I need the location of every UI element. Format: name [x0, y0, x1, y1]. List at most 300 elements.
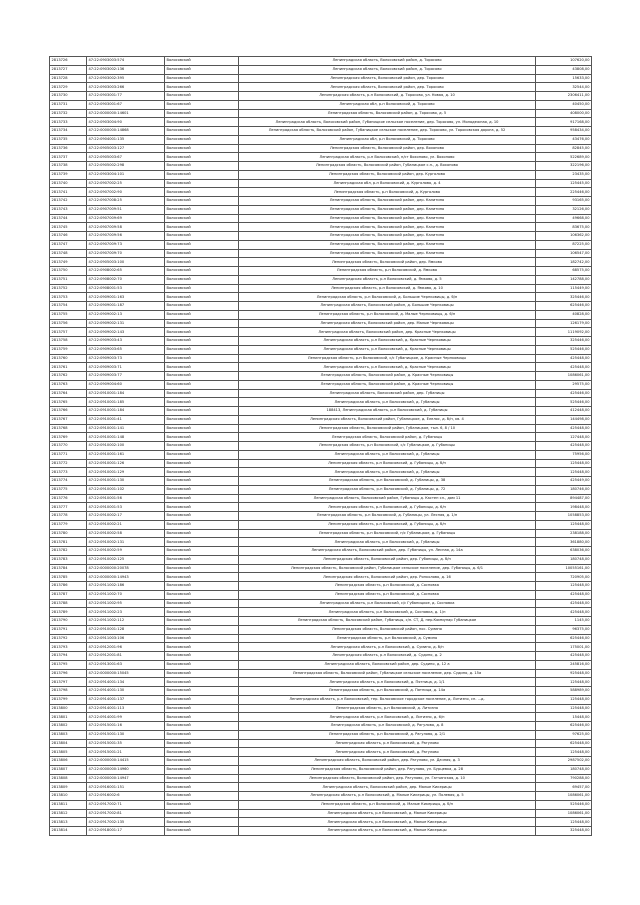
cadastral-number-cell: 47:22:0907009:73 — [87, 240, 165, 249]
district-cell: Волосовский — [165, 713, 239, 722]
object-id-cell: 2813780 — [50, 529, 87, 538]
district-cell: Волосовский — [165, 310, 239, 319]
object-id-cell: 2813772 — [50, 459, 87, 468]
object-id-cell: 2813763 — [50, 380, 87, 389]
value-cell: 83675,00 — [536, 223, 592, 232]
value-cell: 425448,00 — [536, 652, 592, 661]
object-id-cell: 2813803 — [50, 730, 87, 739]
value-cell: 425448,00 — [536, 363, 592, 372]
value-cell: 1086061,00 — [536, 372, 592, 381]
address-cell: Ленинградская область, р-н Волосовский, д. Рагулово — [239, 748, 536, 757]
address-cell: Ленинградская область, р-н Волосовский, п/ст Вохоново, ул. Вохоново — [239, 153, 536, 162]
table-row — [50, 232, 592, 241]
table-row — [50, 337, 592, 346]
value-cell: 322196,00 — [536, 162, 592, 171]
value-cell: 125448,00 — [536, 520, 592, 529]
table-row — [50, 582, 592, 591]
table-row — [50, 275, 592, 284]
object-id-cell: 2813760 — [50, 354, 87, 363]
object-id-cell: 2813748 — [50, 249, 87, 258]
cadastral-number-cell: 47:22:0910002:100 — [87, 442, 165, 451]
address-cell: Ленинградская область, Волосовский район, дер. Калитино — [239, 240, 536, 249]
district-cell: Волосовский — [165, 57, 239, 66]
table-row — [50, 100, 592, 109]
address-cell: Ленинградская область, Волосовский район, д. Губаницы — [239, 433, 536, 442]
object-id-cell: 2813734 — [50, 127, 87, 136]
address-cell: Ленинградская область, р-н Волосовский, тер. Волосовское городское поселение, д. Литизно, сп. ...д. — [239, 695, 536, 704]
value-cell: 1058853,00 — [536, 512, 592, 521]
district-cell: Волосовский — [165, 827, 239, 836]
district-cell: Волосовский — [165, 555, 239, 564]
district-cell: Волосовский — [165, 302, 239, 311]
cadastral-number-cell: 47:22:0911003:106 — [87, 634, 165, 643]
district-cell: Волосовский — [165, 783, 239, 792]
value-cell: 198448,00 — [536, 503, 592, 512]
district-cell: Волосовский — [165, 695, 239, 704]
object-id-cell: 2813804 — [50, 739, 87, 748]
table-row — [50, 660, 592, 669]
table-row — [50, 258, 592, 267]
object-id-cell: 2813793 — [50, 643, 87, 652]
object-id-cell: 2813810 — [50, 792, 87, 801]
object-id-cell: 2813744 — [50, 214, 87, 223]
value-cell: 625446,00 — [536, 722, 592, 731]
value-cell: 125448,00 — [536, 468, 592, 477]
table-row — [50, 809, 592, 818]
address-cell: Ленинградская область, Волосовский район, д. Большие Чернковицы — [239, 302, 536, 311]
address-cell: Ленинградская область, Волосовский район, Губаницкое сельское поселение, дер. Торосово, ул. Торосовская дорога, д. 52 — [239, 127, 536, 136]
cadastral-number-cell: 47:22:0905003:127 — [87, 144, 165, 153]
address-cell: Ленинградская область, Волосовский район, Губаницкое сельское поселение, дер. Судино, д. 15а — [239, 669, 536, 678]
object-id-cell: 2813778 — [50, 512, 87, 521]
object-id-cell: 2813800 — [50, 704, 87, 713]
object-id-cell: 2813764 — [50, 389, 87, 398]
table-row — [50, 293, 592, 302]
value-cell: 142788,00 — [536, 275, 592, 284]
address-cell: Ленинградская область, р-н Волосовский, д. Сумино — [239, 634, 536, 643]
cadastral-number-cell: 47:22:0909003:77 — [87, 372, 165, 381]
district-cell: Волосовский — [165, 590, 239, 599]
cadastral-number-cell: 47:22:0909003:65 — [87, 345, 165, 354]
district-cell: Волосовский — [165, 757, 239, 766]
table-row — [50, 722, 592, 731]
address-cell: Ленинградская область, Волосовский район, дер. Калитино — [239, 223, 536, 232]
cadastral-number-cell: 47:22:0910001:130 — [87, 477, 165, 486]
table-row — [50, 765, 592, 774]
address-cell: Ленинградская область, р-н Волосовский, д. Губаницы, д. б/н — [239, 459, 536, 468]
district-cell: Волосовский — [165, 564, 239, 573]
object-id-cell: 2813781 — [50, 538, 87, 547]
district-cell: Волосовский — [165, 65, 239, 74]
table-row — [50, 678, 592, 687]
table-row — [50, 92, 592, 101]
object-id-cell: 2813811 — [50, 800, 87, 809]
district-cell: Волосовский — [165, 669, 239, 678]
address-cell: Ленинградская область, р-н Волосовский, д. Малые Чернковицы, д. 6/н — [239, 310, 536, 319]
cadastral-number-cell: 47:22:0000000:14415 — [87, 757, 165, 766]
table-row — [50, 135, 592, 144]
district-cell: Волосовский — [165, 652, 239, 661]
district-cell: Волосовский — [165, 774, 239, 783]
address-cell: Ленинградская область, р-н Волосовский, д. Судино, д. 2 — [239, 652, 536, 661]
value-cell: 87225,00 — [536, 240, 592, 249]
address-cell: Ленинградская область, р-н Волосовский, д. Пятница, д. 14а — [239, 687, 536, 696]
cadastral-number-cell: 47:22:0905003:67 — [87, 153, 165, 162]
table-row — [50, 669, 592, 678]
cadastral-number-cell: 47:22:0903002:136 — [87, 65, 165, 74]
cadastral-number-cell: 47:22:0911002:112 — [87, 617, 165, 626]
value-cell: 245816,00 — [536, 660, 592, 669]
object-id-cell: 2813762 — [50, 372, 87, 381]
table-row — [50, 389, 592, 398]
cadastral-number-cell: 47:22:0914001:113 — [87, 704, 165, 713]
address-cell: Ленинградская область, р-н Волосовский, с/с Губаницкое, д. Губаницы — [239, 442, 536, 451]
table-row — [50, 153, 592, 162]
address-cell: Ленинградская область, р-н Волосовский, д. Литизно — [239, 704, 536, 713]
address-cell: Ленинградская область, Волосовский район, д. Торосово — [239, 65, 536, 74]
object-id-cell: 2813755 — [50, 310, 87, 319]
address-cell: Ленинградская область, р-н Волосовский, д. Малые Кикерицы — [239, 827, 536, 836]
address-cell: Ленинградская область, р-н Волосовский, д. Малые Кикерицы, д. б/н — [239, 800, 536, 809]
value-cell: 625446,00 — [536, 634, 592, 643]
district-cell: Волосовский — [165, 800, 239, 809]
cadastral-number-cell: 47:22:0907002:90 — [87, 188, 165, 197]
cadastral-number-cell: 47:22:0903004:101 — [87, 170, 165, 179]
object-id-cell: 2813768 — [50, 424, 87, 433]
table-row — [50, 555, 592, 564]
value-cell: 525446,00 — [536, 800, 592, 809]
value-cell: 225446,00 — [536, 188, 592, 197]
table-row — [50, 485, 592, 494]
table-row — [50, 643, 592, 652]
district-cell: Волосовский — [165, 407, 239, 416]
cadastral-number-cell: 47:22:0903004:90 — [87, 118, 165, 127]
table-row — [50, 162, 592, 171]
district-cell: Волосовский — [165, 792, 239, 801]
district-cell: Волосовский — [165, 687, 239, 696]
cadastral-number-cell: 47:22:0910002:21 — [87, 520, 165, 529]
value-cell: 82845,00 — [536, 144, 592, 153]
district-cell: Волосовский — [165, 625, 239, 634]
object-id-cell: 2813759 — [50, 345, 87, 354]
value-cell: 1086061,00 — [536, 792, 592, 801]
district-cell: Волосовский — [165, 197, 239, 206]
table-row — [50, 214, 592, 223]
district-cell: Волосовский — [165, 389, 239, 398]
cadastral-number-cell: 47:22:0000000:15045 — [87, 669, 165, 678]
table-row — [50, 704, 592, 713]
district-cell: Волосовский — [165, 468, 239, 477]
value-cell: 180748,00 — [536, 765, 592, 774]
object-id-cell: 2813740 — [50, 179, 87, 188]
table-row — [50, 380, 592, 389]
district-cell: Волосовский — [165, 232, 239, 241]
address-cell: Ленинградская область, Волосовский район, Губаницы д. Кастен сл., дом 11 — [239, 494, 536, 503]
address-cell: Ленинградская область, Волосовский район, Губаницкое, тыл. 6, 8 / 10 — [239, 424, 536, 433]
value-cell: 425449,00 — [536, 477, 592, 486]
value-cell: 126179,00 — [536, 319, 592, 328]
object-id-cell: 2813812 — [50, 809, 87, 818]
district-cell: Волосовский — [165, 433, 239, 442]
value-cell: 127448,00 — [536, 433, 592, 442]
address-cell: Ленинградская область, Волосовский район, дер. Рагулово, ул. Бурцевка, д. 28 — [239, 765, 536, 774]
object-id-cell: 2813805 — [50, 748, 87, 757]
value-cell: 522689,00 — [536, 153, 592, 162]
table-row — [50, 363, 592, 372]
address-cell: Ленинградская область, Волосовский район, дер. Губаницы — [239, 389, 536, 398]
district-cell: Волосовский — [165, 240, 239, 249]
object-id-cell: 2813766 — [50, 407, 87, 416]
value-cell: 175001,00 — [536, 643, 592, 652]
value-cell: 75956,00 — [536, 450, 592, 459]
address-cell: Ленинградская обл, р-н Волосовский, д. Торосово — [239, 100, 536, 109]
value-cell: 93165,00 — [536, 197, 592, 206]
object-id-cell: 2813757 — [50, 328, 87, 337]
object-id-cell: 2813739 — [50, 170, 87, 179]
table-row — [50, 730, 592, 739]
cadastral-number-cell: 47:22:0000000:14960 — [87, 765, 165, 774]
object-id-cell: 2813783 — [50, 555, 87, 564]
table-row — [50, 652, 592, 661]
value-cell: 588989,00 — [536, 687, 592, 696]
value-cell: 107620,00 — [536, 57, 592, 66]
address-cell: Ленинградская область, р-н Волосовский, д. Губаницы, ул. Лесная, д. 1/н — [239, 512, 536, 521]
value-cell: 425448,00 — [536, 354, 592, 363]
table-row — [50, 424, 592, 433]
value-cell: 625446,00 — [536, 302, 592, 311]
district-cell: Волосовский — [165, 170, 239, 179]
object-id-cell: 2813782 — [50, 547, 87, 556]
value-cell: 325446,00 — [536, 293, 592, 302]
district-cell: Волосовский — [165, 162, 239, 171]
district-cell: Волосовский — [165, 529, 239, 538]
cadastral-number-cell: 47:22:0903001:77 — [87, 92, 165, 101]
property-table — [49, 56, 592, 836]
value-cell: 115449,00 — [536, 284, 592, 293]
address-cell: Ленинградская область, р-н Волосовский, д. Курголово — [239, 188, 536, 197]
value-cell: 1119092,00 — [536, 328, 592, 337]
table-row — [50, 503, 592, 512]
table-row — [50, 450, 592, 459]
table-row — [50, 205, 592, 214]
district-cell: Волосовский — [165, 547, 239, 556]
district-cell: Волосовский — [165, 608, 239, 617]
address-cell: Ленинградская область, р-н Волосовский, д. Губаницы, д. 6/н — [239, 503, 536, 512]
address-cell: Ленинградская область, р-н Волосовский, д. Рагулово — [239, 739, 536, 748]
object-id-cell: 2813796 — [50, 669, 87, 678]
cadastral-number-cell: 47:22:0910002:17 — [87, 512, 165, 521]
cadastral-number-cell: 47:22:0910002:125 — [87, 555, 165, 564]
object-id-cell: 2813731 — [50, 100, 87, 109]
address-cell: Ленинградская область, Волосовский район, Губаницкое, д. Елелос, д. б/н, кв. 4 — [239, 415, 536, 424]
table-row — [50, 179, 592, 188]
object-id-cell: 2813735 — [50, 135, 87, 144]
district-cell: Волосовский — [165, 459, 239, 468]
table-row — [50, 442, 592, 451]
object-id-cell: 2813791 — [50, 625, 87, 634]
table-row — [50, 398, 592, 407]
table-row — [50, 284, 592, 293]
cadastral-number-cell: 47:22:0910001:185 — [87, 398, 165, 407]
object-id-cell: 2813743 — [50, 205, 87, 214]
value-cell: 638036,00 — [536, 547, 592, 556]
address-cell: Ленинградская область, р-н Волосовский, д. Ямково, д. 10 — [239, 284, 536, 293]
value-cell: 361880,00 — [536, 538, 592, 547]
cadastral-number-cell: 47:22:0903003:574 — [87, 57, 165, 66]
address-cell: Ленинградская область, р-н Волосовский, д. Малые Кикерицы — [239, 809, 536, 818]
value-cell: 408000,00 — [536, 109, 592, 118]
cadastral-number-cell: 47:22:0910001:56 — [87, 494, 165, 503]
address-cell: Ленинградская область, р-н Волосовский, д. Литизно, д. 6/н — [239, 713, 536, 722]
cadastral-number-cell: 47:22:0910001:102 — [87, 485, 165, 494]
object-id-cell: 2813747 — [50, 240, 87, 249]
cadastral-number-cell: 47:22:0912001:81 — [87, 652, 165, 661]
object-id-cell: 2813808 — [50, 774, 87, 783]
value-cell: 40450,00 — [536, 100, 592, 109]
address-cell: Ленинградская область, р-н Волосовский, с/с Губаницкое, д. Сосновка — [239, 599, 536, 608]
cadastral-number-cell: 47:22:0908001:53 — [87, 284, 165, 293]
value-cell: 180748,00 — [536, 555, 592, 564]
cadastral-number-cell: 47:22:0907009:70 — [87, 249, 165, 258]
table-row — [50, 590, 592, 599]
district-cell: Волосовский — [165, 354, 239, 363]
address-cell: Ленинградская область, Волосовский район, дер. Калитино — [239, 205, 536, 214]
value-cell: 1145,00 — [536, 617, 592, 626]
cadastral-number-cell: 47:22:0909002:131 — [87, 319, 165, 328]
table-row — [50, 477, 592, 486]
address-cell: Ленинградская обл, р-н Волосовский, д. Торосово — [239, 135, 536, 144]
address-cell: Ленинградская область, р-н Волосовский, д. Сосновка, д. 1/н — [239, 608, 536, 617]
object-id-cell: 2813788 — [50, 599, 87, 608]
address-cell: Ленинградская область, Волосовский район, Губаницы, с/п. СТ, Д. пер.Коммунар Губаницкое — [239, 617, 536, 626]
cadastral-number-cell: 47:22:0908002:70 — [87, 275, 165, 284]
address-cell: Ленинградская область, Волосовский район, дер. Торосово — [239, 83, 536, 92]
district-cell: Волосовский — [165, 573, 239, 582]
address-cell: Ленинградская область, р-н Волосовский, д. Красные Чернковицы — [239, 363, 536, 372]
cadastral-number-cell: 47:22:0907009:51 — [87, 205, 165, 214]
cadastral-number-cell: 47:22:0909002:143 — [87, 328, 165, 337]
value-cell: 106362,00 — [536, 232, 592, 241]
value-cell: 125448,00 — [536, 818, 592, 827]
cadastral-number-cell: 47:22:0911002:23 — [87, 608, 165, 617]
value-cell: 2987502,00 — [536, 757, 592, 766]
cadastral-number-cell: 47:22:0903003:266 — [87, 83, 165, 92]
district-cell: Волосовский — [165, 267, 239, 276]
table-body — [50, 57, 592, 836]
cadastral-number-cell: 47:22:0917002:135 — [87, 818, 165, 827]
cadastral-number-cell: 47:22:0910001:126 — [87, 459, 165, 468]
table-row — [50, 170, 592, 179]
value-cell: 49668,00 — [536, 214, 592, 223]
cadastral-number-cell: 47:22:0914001:130 — [87, 687, 165, 696]
cadastral-number-cell: 47:22:0910001:141 — [87, 424, 165, 433]
value-cell: 23435,00 — [536, 170, 592, 179]
object-id-cell: 2813754 — [50, 302, 87, 311]
address-cell: Ленинградская область, Волосовский район, дер. Курголово — [239, 170, 536, 179]
district-cell: Волосовский — [165, 765, 239, 774]
cadastral-number-cell: 47:22:0911002:186 — [87, 582, 165, 591]
address-cell: Ленинградская область, Волосовский район, дер. Красные Чернковицы — [239, 328, 536, 337]
value-cell: 125448,00 — [536, 748, 592, 757]
table-row — [50, 634, 592, 643]
table-row — [50, 354, 592, 363]
value-cell: 32126,00 — [536, 205, 592, 214]
address-cell: Ленинградская область, Волосовский район, Губаницкое сельское поселение, дер. Губаницы, д. 6/1 — [239, 564, 536, 573]
object-id-cell: 2813729 — [50, 83, 87, 92]
district-cell: Волосовский — [165, 503, 239, 512]
object-id-cell: 2813771 — [50, 450, 87, 459]
cadastral-number-cell: 47:22:0910001:129 — [87, 468, 165, 477]
cadastral-number-cell: 47:22:0904001:135 — [87, 135, 165, 144]
address-cell: Ленинградская область, Волосовский район, дер. Калитино — [239, 197, 536, 206]
object-id-cell: 2813798 — [50, 687, 87, 696]
district-cell: Волосовский — [165, 319, 239, 328]
district-cell: Волосовский — [165, 337, 239, 346]
district-cell: Волосовский — [165, 538, 239, 547]
district-cell: Волосовский — [165, 92, 239, 101]
cadastral-number-cell: 47:22:0910001:41 — [87, 415, 165, 424]
cadastral-number-cell: 47:22:0907008:25 — [87, 197, 165, 206]
district-cell: Волосовский — [165, 293, 239, 302]
district-cell: Волосовский — [165, 809, 239, 818]
address-cell: Ленинградская область, р-н Волосовский, д. Губаницы, д. 72 — [239, 485, 536, 494]
value-cell: 144498,00 — [536, 415, 592, 424]
address-cell: Ленинградская область, р-н Волосовский, д. Сосновка — [239, 582, 536, 591]
district-cell: Волосовский — [165, 372, 239, 381]
table-row — [50, 127, 592, 136]
table-row — [50, 459, 592, 468]
table-row — [50, 188, 592, 197]
district-cell: Волосовский — [165, 660, 239, 669]
value-cell: 412448,00 — [536, 407, 592, 416]
cadastral-number-cell: 47:22:0917002:81 — [87, 809, 165, 818]
value-cell: 917168,00 — [536, 118, 592, 127]
table-row — [50, 319, 592, 328]
district-cell: Волосовский — [165, 144, 239, 153]
value-cell: 1086061,00 — [536, 809, 592, 818]
cadastral-number-cell: 47:22:0911002:95 — [87, 599, 165, 608]
object-id-cell: 2813732 — [50, 109, 87, 118]
district-cell: Волосовский — [165, 328, 239, 337]
district-cell: Волосовский — [165, 205, 239, 214]
object-id-cell: 2813773 — [50, 468, 87, 477]
cadastral-number-cell: 47:22:0915001:16 — [87, 722, 165, 731]
address-cell: Ленинградская область, р-н Волосовский, д. Большие Чернковицы, д. б/н — [239, 293, 536, 302]
district-cell: Волосовский — [165, 730, 239, 739]
object-id-cell: 2813774 — [50, 477, 87, 486]
table-row — [50, 538, 592, 547]
object-id-cell: 2813784 — [50, 564, 87, 573]
address-cell: Ленинградская область, Волосовский район, пос. Сумино — [239, 625, 536, 634]
table-row — [50, 197, 592, 206]
object-id-cell: 2813749 — [50, 258, 87, 267]
object-id-cell: 2813726 — [50, 57, 87, 66]
object-id-cell: 2813790 — [50, 617, 87, 626]
cadastral-number-cell: 47:22:0909002:13 — [87, 310, 165, 319]
object-id-cell: 2813776 — [50, 494, 87, 503]
table-row — [50, 520, 592, 529]
value-cell: 125445,00 — [536, 179, 592, 188]
value-cell: 15633,00 — [536, 74, 592, 83]
cadastral-number-cell: 47:22:0915001:35 — [87, 739, 165, 748]
address-cell: Ленинградская область, Волосовский район, дер. Губаницы, ул. Лесная, д. 14а — [239, 547, 536, 556]
object-id-cell: 2813814 — [50, 827, 87, 836]
district-cell: Волосовский — [165, 214, 239, 223]
cadastral-number-cell: 47:22:0910001:148 — [87, 433, 165, 442]
cadastral-number-cell: 47:22:0000000:14868 — [87, 127, 165, 136]
value-cell: 69457,00 — [536, 783, 592, 792]
cadastral-number-cell: 47:22:0910001:128 — [87, 625, 165, 634]
